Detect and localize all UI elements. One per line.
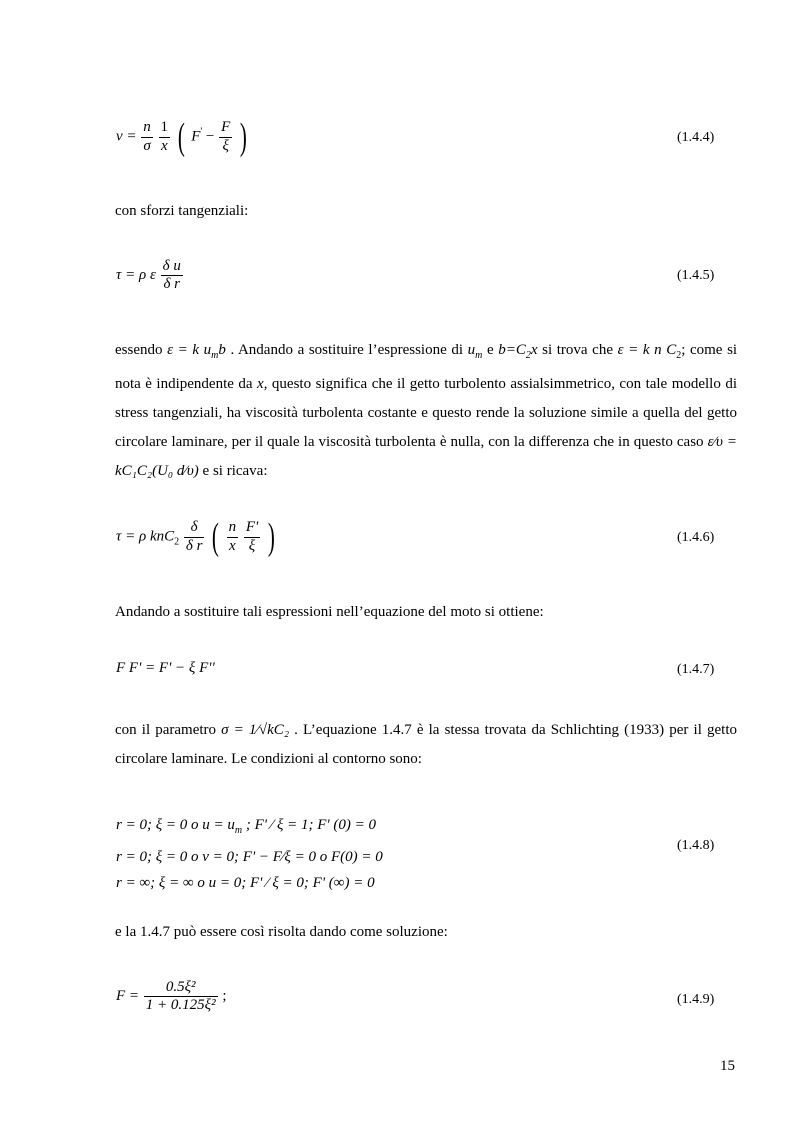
equation-number-1-4-9: (1.4.9): [677, 992, 715, 1007]
paragraph-essendo: essendo ε = k $u_mb$ . Andando a sostituire l’espressione di $u_m$ e $b=C_2x$ si trova che ε = k n $C_2$; come si nota è indipendente da x, questo significa che il getto turbolento assialsimmetrico, con tale modello di stress tangenziali, ha viscosità turbolenta costante e questo rende la soluzione simile a quella del getto circolare laminare, per il quale la viscosità turbolenta è nulla, con la differenza che in questo caso ε⁄υ = kC₁C₂(U₀ d⁄υ) e si ricava:: [115, 342, 738, 479]
eq-lhs: v =: [116, 128, 137, 145]
fraction-F-xi: $\frac{F}{\xi}$: [221, 119, 231, 154]
equation-1-4-4: v = $\frac{n}{\sigma}$ $\frac{1}{x}$ ( F' − $\frac{F}{\xi}$ ): [116, 116, 247, 158]
paragraph-sforzi: con sforzi tangenziali:: [115, 203, 249, 219]
paragraph-soluzione: e la 1.4.7 può essere così risolta dando come soluzione:: [115, 924, 448, 940]
equation-number-1-4-5: (1.4.5): [677, 268, 715, 283]
equation-number-1-4-7: (1.4.7): [677, 662, 715, 677]
equation-1-4-5: τ = ρ ε $\frac{\text{δ u}}{\text{δ r}}$: [116, 258, 181, 293]
fraction-n-x: $\frac{n}{x}$: [228, 519, 237, 554]
equation-number-1-4-6: (1.4.6): [677, 530, 715, 545]
equation-number-1-4-8: (1.4.8): [677, 838, 715, 853]
equation-1-4-7: F F' = F' − ξ F'': [116, 660, 215, 676]
paragraph-andando: Andando a sostituire tali espressioni nell’equazione del moto si ottiene:: [115, 604, 544, 620]
fraction-n-sigma: $\frac{n}{\sigma}$: [143, 119, 151, 154]
equation-1-4-6: τ = ρ knC$_2$ $\frac{\delta}{\text{δ r}}$ ( $\frac{n}{x}$ $\frac{F'}{\xi}$ ): [116, 516, 275, 558]
paragraph-parametro: con il parametro σ = 1⁄√kC₂ . L’equazione 1.4.7 è la stessa trovata da Schlichting (1933) per il getto circolare laminare. Le condizioni al contorno sono:: [115, 722, 737, 767]
fraction-Fp-xi: $\frac{F'}{\xi}$: [245, 519, 259, 554]
eq-1-4-8-line-1: r = 0; ξ = 0 o $u = u_m$ ; F' ⁄ ξ = 1; F' (0) = 0: [116, 817, 377, 836]
equation-1-4-9: F = $\frac{\text{0.5ξ²}}{\text{1 + 0.125ξ²}}$ ;: [116, 979, 227, 1014]
fraction-1-x: $\frac{1}{x}$: [160, 119, 169, 154]
eq-1-4-8-line-2: r = 0; ξ = 0 o v = 0; F' − F⁄ξ = 0 o F(0) = 0: [116, 849, 383, 865]
equation-number-1-4-4: (1.4.4): [677, 130, 715, 145]
equation-1-4-8: [116, 812, 383, 896]
fraction-d-dr: $\frac{\delta}{\text{δ r}}$: [185, 519, 203, 554]
page-number: 15: [720, 1058, 735, 1074]
eq-1-4-8-line-3: r = ∞; ξ = ∞ o u = 0; F' ⁄ ξ = 0; F' (∞) = 0: [116, 875, 375, 891]
fraction-solution: $\frac{\text{0.5ξ²}}{\text{1 + 0.125ξ²}}$: [145, 979, 216, 1014]
fraction-du-dr: $\frac{\text{δ u}}{\text{δ r}}$: [162, 258, 181, 293]
